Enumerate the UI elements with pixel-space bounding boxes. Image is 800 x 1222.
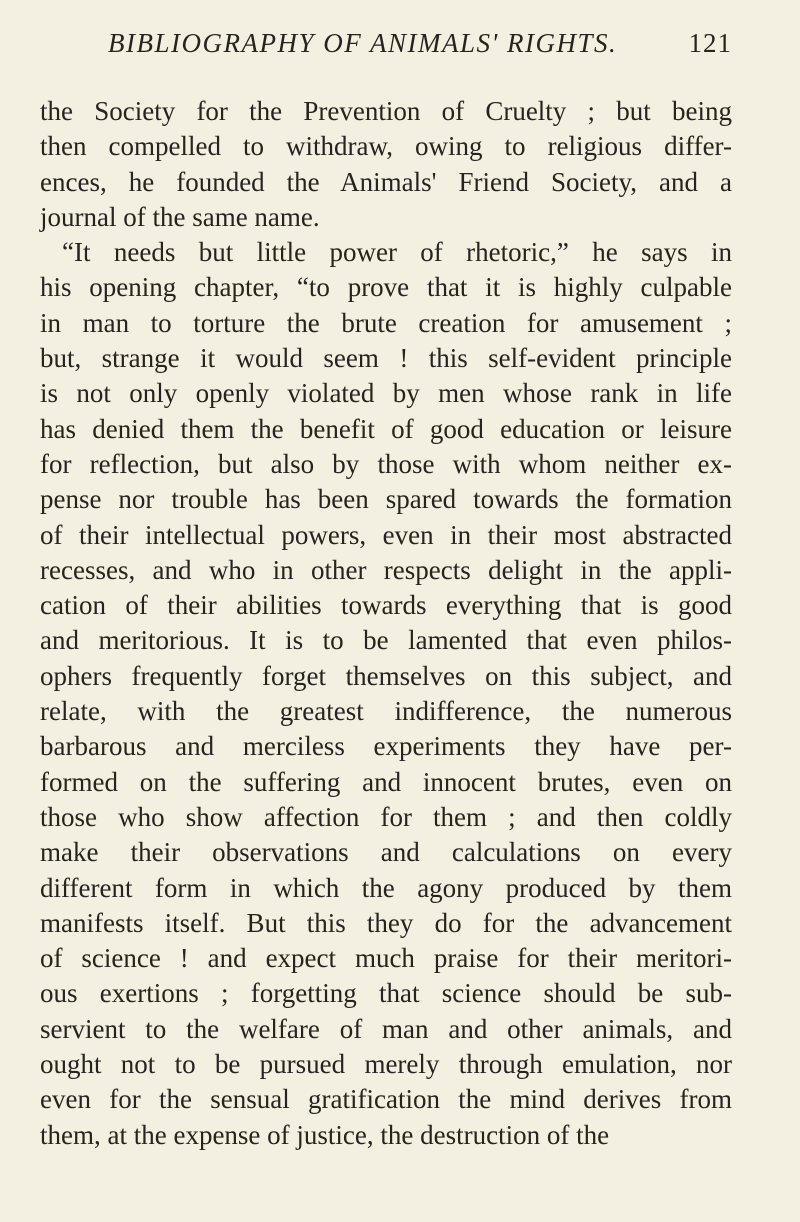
text-line: ophers frequently forget themselves on this subject, and: [40, 660, 732, 691]
text-line: “It needs but little power of rhetoric,” he says in: [62, 237, 732, 268]
text-line: for reflection, but also by those with whom neither ex-: [40, 448, 732, 479]
text-line: has denied them the benefit of good education or leisure: [40, 413, 732, 444]
text-line: relate, with the greatest indifference, the numerous: [40, 696, 732, 727]
text-line: in man to torture the brute creation for amusement ;: [40, 307, 732, 338]
paragraph: [40, 235, 732, 1153]
running-title: BIBLIOGRAPHY OF ANIMALS' RIGHTS.: [108, 28, 618, 58]
text-line: of science ! and expect much praise for their meritori-: [40, 943, 732, 974]
page-number: 121: [688, 28, 732, 58]
text-line: manifests itself. But this they do for the advancement: [40, 907, 732, 938]
text-line: the Society for the Prevention of Cruelty ; but being: [40, 96, 732, 126]
text-line: pense nor trouble has been spared towards the formation: [40, 484, 732, 515]
text-line: then compelled to withdraw, owing to religious differ-: [40, 131, 732, 162]
body-text: [40, 94, 732, 1153]
text-line: his opening chapter, “to prove that it is highly culpable: [40, 272, 732, 303]
text-line: cation of their abilities towards everything that is good: [40, 590, 732, 621]
text-line: make their observations and calculations on every: [40, 837, 732, 868]
text-line: ous exertions ; forgetting that science should be sub-: [40, 978, 732, 1009]
paragraph: [40, 94, 732, 235]
text-line: different form in which the agony produced by them: [40, 872, 732, 903]
text-line: recesses, and who in other respects delight in the appli-: [40, 554, 732, 585]
text-line: of their intellectual powers, even in their most abstracted: [40, 519, 732, 550]
text-line: even for the sensual gratification the mind derives from: [40, 1084, 732, 1115]
text-line: is not only openly violated by men whose rank in life: [40, 378, 732, 409]
text-line: ences, he founded the Animals' Friend Society, and a: [40, 166, 732, 197]
text-line: formed on the suffering and innocent brutes, even on: [40, 766, 732, 797]
text-line: ought not to be pursued merely through emulation, nor: [40, 1049, 732, 1080]
text-line: but, strange it would seem ! this self-evident principle: [40, 343, 732, 374]
running-head: [40, 28, 732, 68]
text-line: barbarous and merciless experiments they have per-: [40, 731, 732, 762]
text-line: servient to the welfare of man and other animals, and: [40, 1013, 732, 1044]
text-line: them, at the expense of justice, the destruction of the: [40, 1119, 610, 1150]
text-line: journal of the same name.: [40, 201, 320, 232]
text-line: those who show affection for them ; and then coldly: [40, 801, 732, 832]
text-line: and meritorious. It is to be lamented that even philos-: [40, 625, 732, 656]
